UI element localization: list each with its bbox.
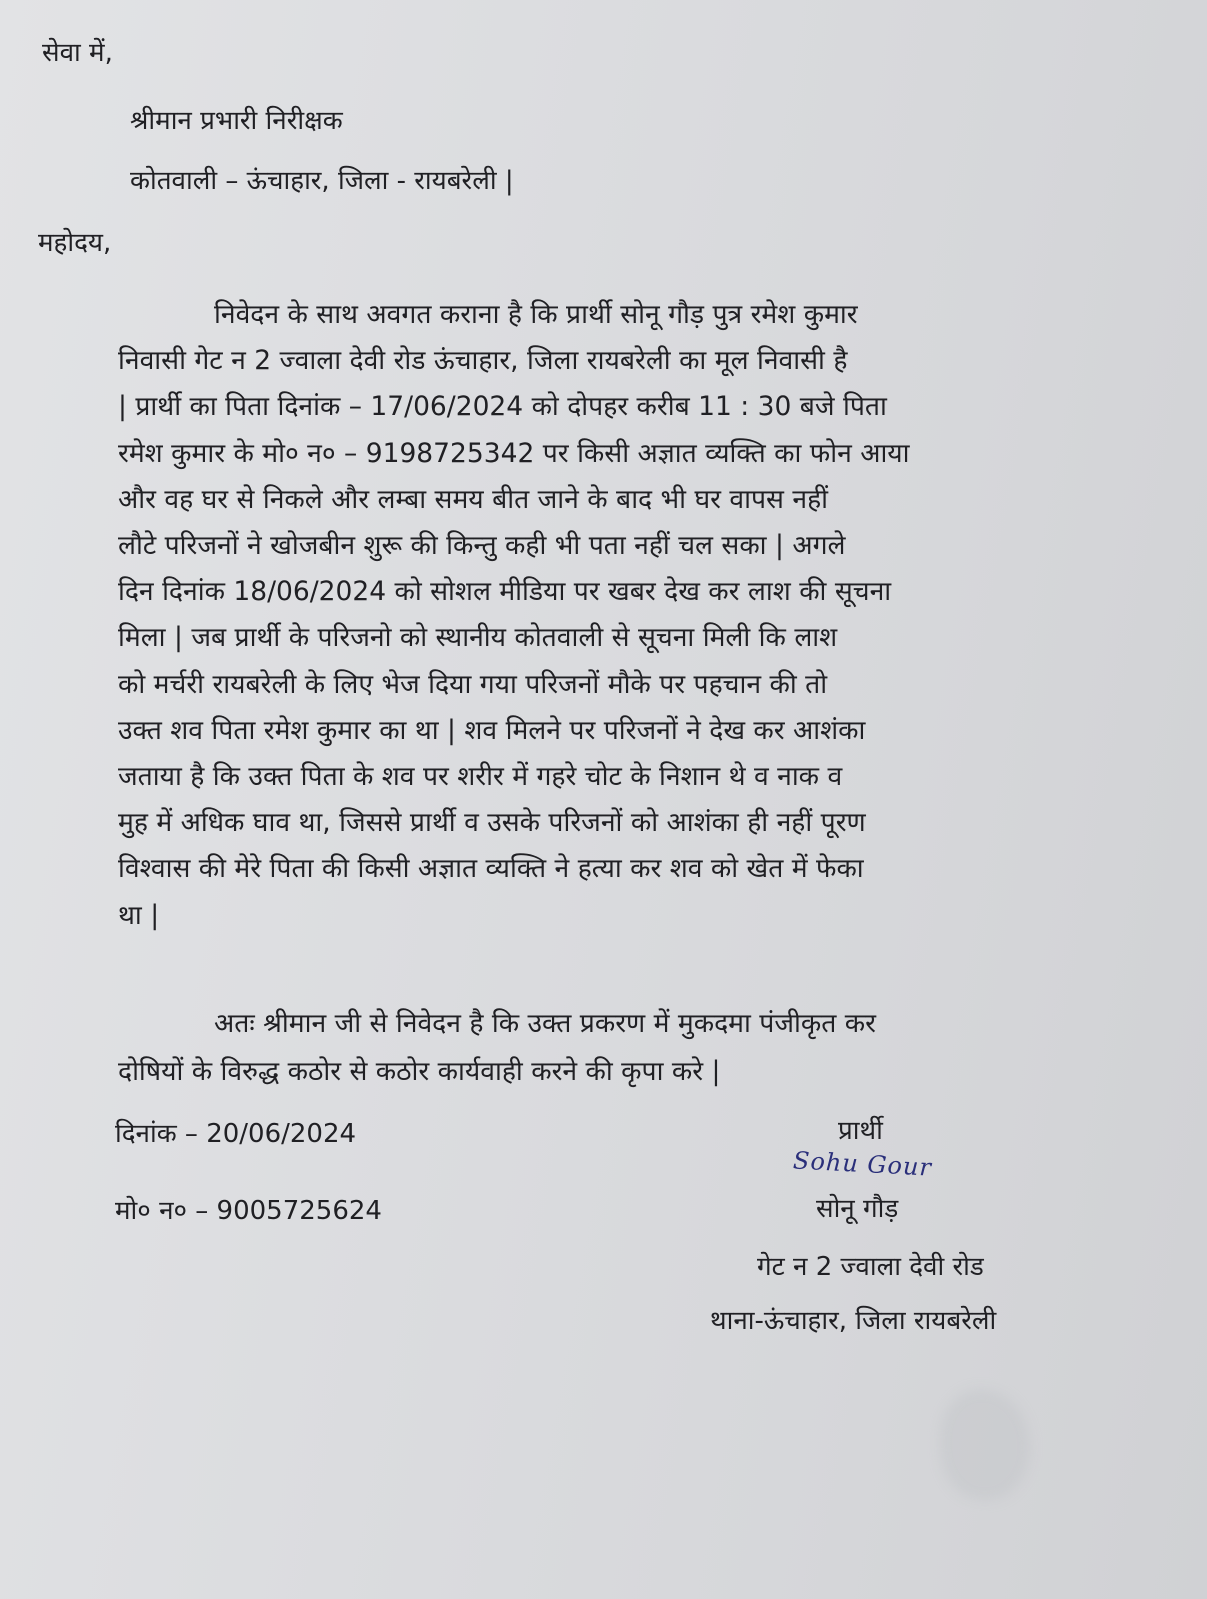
paragraph-line: उक्त शव पिता रमेश कुमार का था | शव मिलने पर परिजनों ने देख कर आशंका — [118, 714, 866, 746]
salutation: महोदय, — [38, 228, 112, 258]
paragraph-line: था | — [118, 899, 160, 931]
paragraph-line: | प्रार्थी का पिता दिनांक – 17/06/2024 को दोपहर करीब 11 : 30 बजे पिता — [118, 391, 887, 423]
applicant-name: सोनू गौड़ — [816, 1194, 899, 1224]
addressee-title: श्रीमान प्रभारी निरीक्षक — [130, 106, 343, 136]
applicant-mobile: मो० न० – 9005725624 — [115, 1196, 382, 1226]
paragraph-line: लौटे परिजनों ने खोजबीन शुरू की किन्तु कही भी पता नहीं चल सका | अगले — [118, 530, 846, 562]
paragraph-line: विश्वास की मेरे पिता की किसी अज्ञात व्यक्ति ने हत्या कर शव को खेत में फेका — [118, 853, 864, 885]
paragraph-line: दिन दिनांक 18/06/2024 को सोशल मीडिया पर खबर देख कर लाश की सूचना — [118, 576, 892, 608]
paragraph-line: मिला | जब प्रार्थी के परिजनो को स्थानीय कोतवाली से सूचना मिली कि लाश — [118, 622, 838, 654]
paragraph-line: दोषियों के विरुद्ध कठोर से कठोर कार्यवाही करने की कृपा करे | — [118, 1056, 721, 1087]
salutation-to: सेवा में, — [42, 38, 113, 68]
paragraph-line: जताया है कि उक्त पिता के शव पर शरीर में गहरे चोट के निशान थे व नाक व — [118, 761, 843, 793]
request-paragraph — [118, 1000, 1108, 1096]
paragraph-line: निवासी गेट न 2 ज्वाला देवी रोड ऊंचाहार, जिला रायबरेली का मूल निवासी है — [118, 345, 848, 377]
applicant-address-line-2: थाना-ऊंचाहार, जिला रायबरेली — [710, 1306, 997, 1336]
paragraph-line: रमेश कुमार के मो० न० – 9198725342 पर किसी अज्ञात व्यक्ति का फोन आया — [118, 437, 910, 469]
applicant-address-line-1: गेट न 2 ज्वाला देवी रोड — [757, 1252, 984, 1282]
letter-date: दिनांक – 20/06/2024 — [115, 1119, 357, 1149]
complaint-paragraph — [118, 292, 1108, 939]
paragraph-line: अतः श्रीमान जी से निवेदन है कि उक्त प्रकरण में मुकदमा पंजीकृत कर — [214, 1008, 876, 1039]
paragraph-line: को मर्चरी रायबरेली के लिए भेज दिया गया परिजनों मौके पर पहचान की तो — [118, 668, 828, 700]
handwritten-signature: Sohu Gour — [792, 1146, 933, 1182]
paragraph-line: और वह घर से निकले और लम्बा समय बीत जाने के बाद भी घर वापस नहीं — [118, 483, 829, 515]
paper-smudge — [940, 1390, 1030, 1500]
addressee-location: कोतवाली – ऊंचाहार, जिला - रायबरेली | — [130, 166, 514, 196]
paragraph-line: मुह में अधिक घाव था, जिससे प्रार्थी व उसके परिजनों को आशंका ही नहीं पूरण — [118, 807, 866, 839]
paragraph-line: निवेदन के साथ अवगत कराना है कि प्रार्थी सोनू गौड़ पुत्र रमेश कुमार — [214, 299, 858, 330]
applicant-label: प्रार्थी — [838, 1116, 883, 1146]
